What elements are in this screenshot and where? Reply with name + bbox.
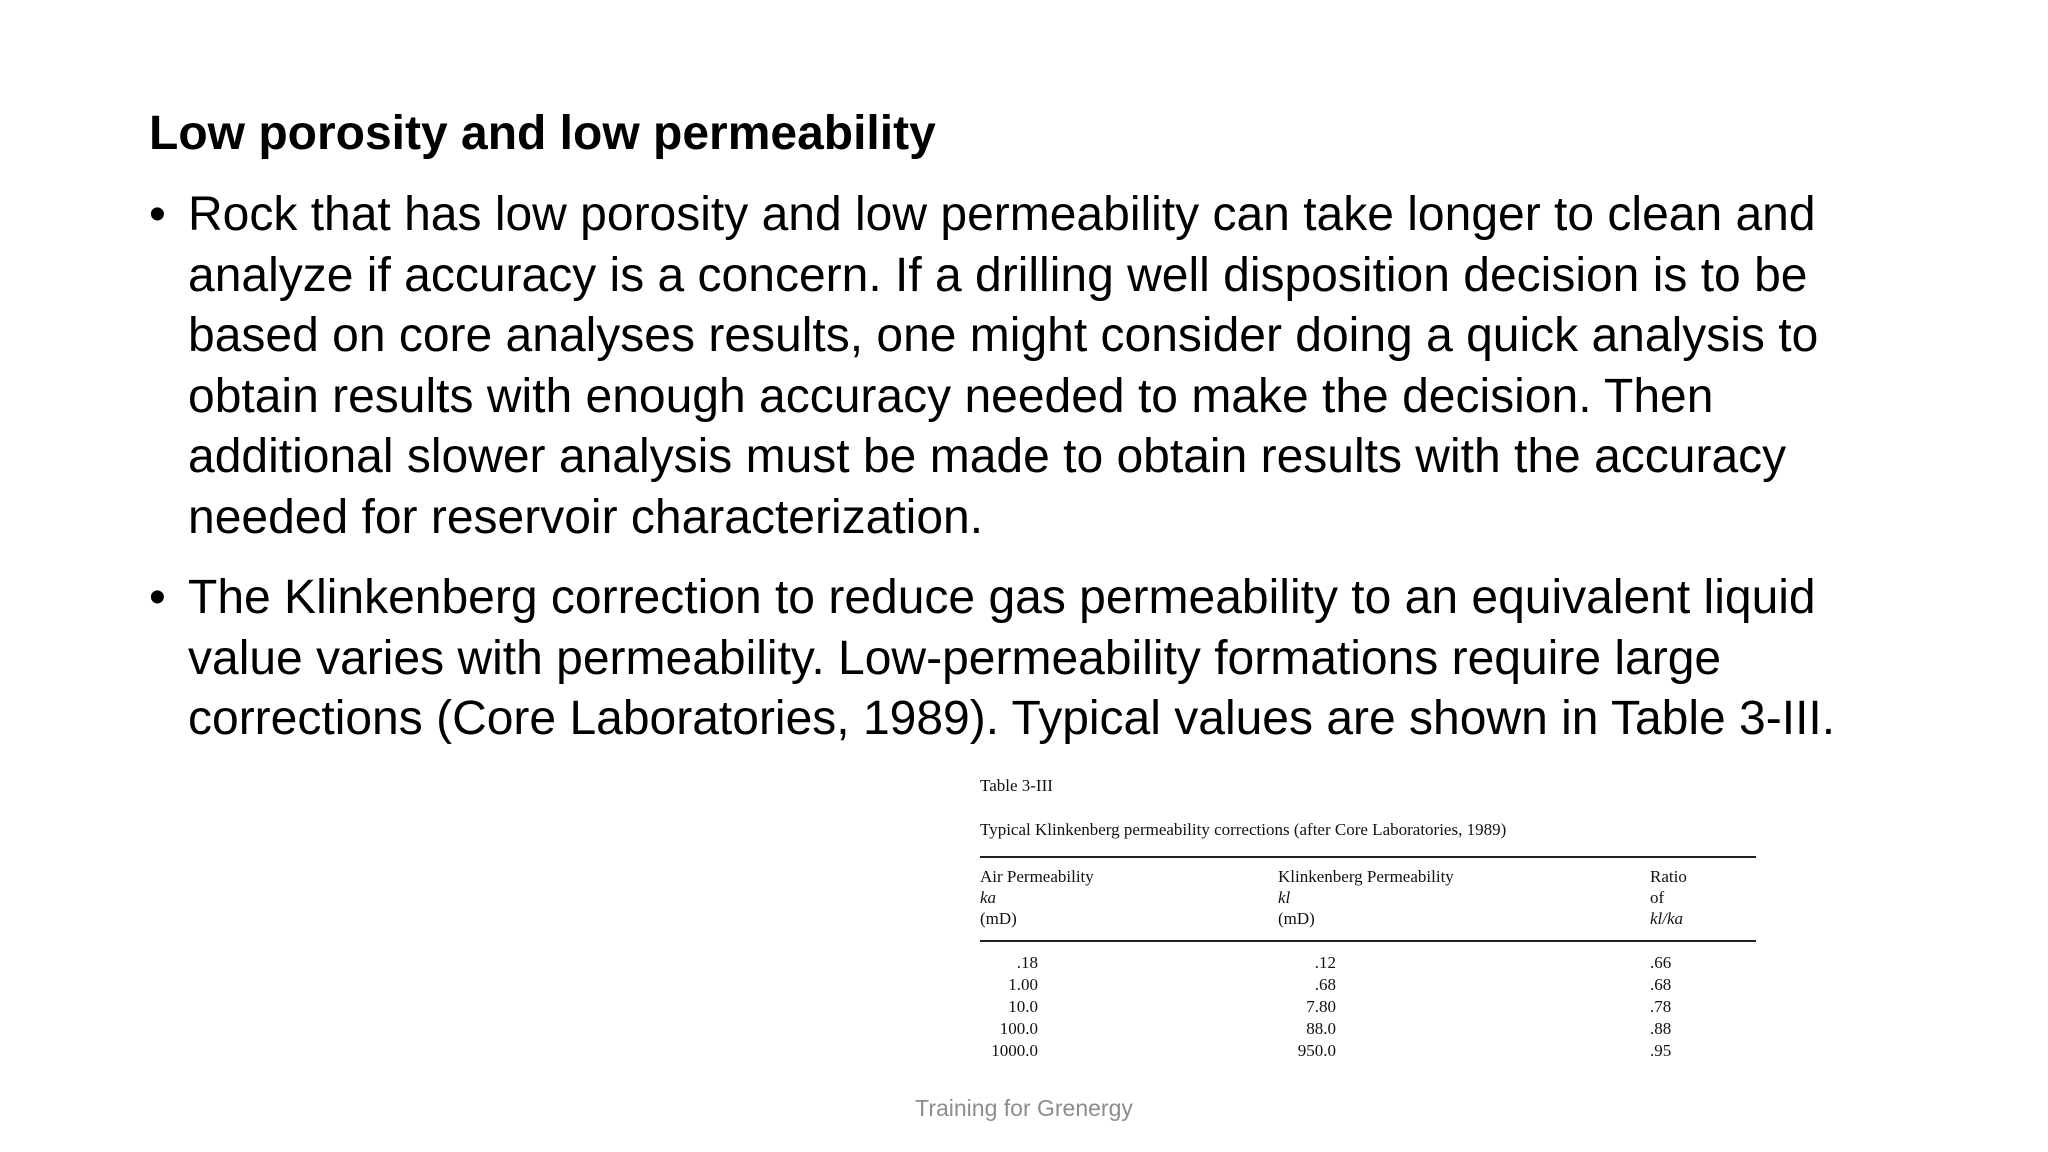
table-cell: 100.0 xyxy=(999,1019,1038,1038)
table-cell: .68 xyxy=(1650,975,1672,994)
klinkenberg-table-image xyxy=(980,776,1760,1072)
table-top-rule xyxy=(980,856,1756,858)
table-cell: 10.0 xyxy=(1008,997,1038,1016)
table-cell: .95 xyxy=(1650,1041,1672,1060)
header-ratio: Ratio of kl/ka xyxy=(1650,867,1687,928)
table-cell: 7.80 xyxy=(1306,997,1336,1016)
bullet-text: Rock that has low porosity and low permeability can take longer to clean and analyze if accuracy is a concern. If a drilling well disposition decision is to be based on core analyses results, one might consider doing a quick analysis to obtain results with enough accuracy needed to make the decision. Then additional slower analysis must be made to obtain results with the accuracy needed for reservoir characterization. xyxy=(188,188,1819,544)
table-cell: .66 xyxy=(1650,953,1672,972)
header-klinkenberg-permeability: Klinkenberg Permeability kl (mD) xyxy=(1278,867,1454,928)
bullet-list xyxy=(149,185,1909,770)
table-cell: 1.00 xyxy=(1008,975,1038,994)
table-caption: Typical Klinkenberg permeability corrections (after Core Laboratories, 1989) xyxy=(980,820,1507,839)
header-air-permeability: Air Permeability ka (mD) xyxy=(980,867,1094,928)
column-air-permeability xyxy=(980,952,1038,1062)
column-ratio xyxy=(1650,952,1671,1062)
bullet-item xyxy=(149,185,1909,548)
table-cell: .78 xyxy=(1650,997,1672,1016)
bullet-marker: • xyxy=(149,571,166,624)
table-cell: 88.0 xyxy=(1306,1019,1336,1038)
bullet-item xyxy=(149,568,1909,750)
table-cell: .88 xyxy=(1650,1019,1672,1038)
table-cell: .68 xyxy=(1314,975,1336,994)
table-cell: 950.0 xyxy=(1297,1041,1336,1060)
slide-footer: Training for Grenergy xyxy=(915,1095,1133,1121)
bullet-text: The Klinkenberg correction to reduce gas permeability to an equivalent liquid value varies with permeability. Low-permeability formations require large corrections (Core Laboratories, 1989). Typical values are shown in Table 3-III. xyxy=(188,571,1836,745)
slide-title: Low porosity and low permeability xyxy=(149,107,936,160)
column-klinkenberg-permeability xyxy=(1278,952,1336,1062)
table-cell: .12 xyxy=(1314,953,1336,972)
bullet-marker: • xyxy=(149,188,166,241)
table-header-rule xyxy=(980,940,1756,942)
table-cell: .18 xyxy=(1016,953,1038,972)
table-cell: 1000.0 xyxy=(991,1041,1038,1060)
table-label: Table 3-III xyxy=(980,776,1053,795)
